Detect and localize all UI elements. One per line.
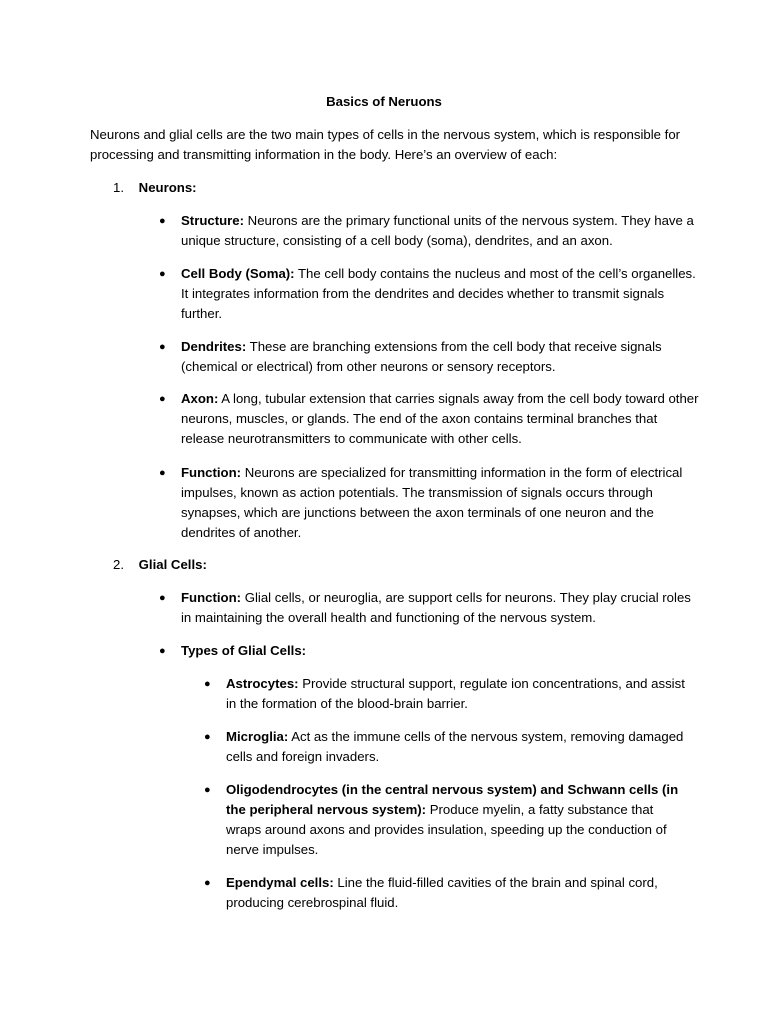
list-item (204, 674, 686, 714)
bullet-icon: ● (204, 678, 211, 690)
list-item-text: Line the fluid-filled cavities of the brain and spinal cord, producing cerebrospinal fluid. (226, 875, 658, 910)
list-item-text: The cell body contains the nucleus and most of the cell’s organelles. It integrates information from the dendrites and decides whether to transmit signals further. (181, 266, 696, 321)
list-item-term: Astrocytes: (226, 676, 299, 691)
list-item (204, 727, 686, 767)
intro-paragraph: Neurons and glial cells are the two main types of cells in the nervous system, which is responsible for processing and transmitting information in the body. Here’s an overview of each: (90, 127, 681, 162)
list-item-text: A long, tubular extension that carries signals away from the cell body toward other neurons, muscles, or glands. The end of the axon contains terminal branches that release neurotransmitters to communicate with other cells. (181, 391, 699, 446)
list-item-term: Oligodendrocytes (in the central nervous system) and Schwann cells (in the peripheral nervous system): (226, 782, 679, 817)
document-title: Basics of Neruons (326, 94, 442, 109)
list-item (204, 873, 686, 913)
list-item-term: Types of Glial Cells: (181, 643, 307, 658)
bullet-icon: ● (159, 268, 166, 280)
list-item (159, 211, 701, 251)
bullet-icon: ● (204, 784, 211, 796)
list-item (159, 641, 701, 661)
section-glial-heading (113, 555, 673, 575)
bullet-icon: ● (159, 341, 166, 353)
bullet-icon: ● (159, 467, 166, 479)
list-item-text: Glial cells, or neuroglia, are support cells for neurons. They play crucial roles in maintaining the overall health and functioning of the nervous system. (181, 590, 691, 625)
list-item-term: Microglia: (226, 729, 289, 744)
list-item (159, 264, 701, 324)
section-number: 2. (113, 557, 124, 572)
list-item-term: Axon: (181, 391, 219, 406)
section-neurons-heading (113, 178, 673, 198)
list-item (159, 389, 701, 449)
section-label: Neurons: (138, 180, 197, 195)
list-item-term: Ependymal cells: (226, 875, 334, 890)
list-item (159, 463, 701, 543)
list-item (159, 588, 701, 628)
list-item-term: Function: (181, 465, 242, 480)
bullet-icon: ● (159, 645, 166, 657)
list-item-text: These are branching extensions from the cell body that receive signals (chemical or electrical) from other neurons or sensory receptors. (181, 339, 662, 374)
list-item-text: Produce myelin, a fatty substance that wraps around axons and provides insulation, speeding up the conduction of nerve impulses. (226, 802, 667, 857)
list-item-term: Cell Body (Soma): (181, 266, 295, 281)
bullet-icon: ● (159, 215, 166, 227)
list-item-term: Dendrites: (181, 339, 247, 354)
list-item-text: Act as the immune cells of the nervous system, removing damaged cells and foreign invaders. (226, 729, 684, 764)
list-item-text: Neurons are specialized for transmitting information in the form of electrical impulses, known as action potentials. The transmission of signals occurs through synapses, which are junctions between the axon terminals of one neuron and the dendrites of another. (181, 465, 683, 540)
list-item-term: Function: (181, 590, 242, 605)
list-item (204, 780, 686, 860)
section-number: 1. (113, 180, 124, 195)
list-item-term: Structure: (181, 213, 245, 228)
bullet-icon: ● (159, 393, 166, 405)
list-item (159, 337, 701, 377)
list-item-text: Provide structural support, regulate ion concentrations, and assist in the formation of the blood-brain barrier. (226, 676, 685, 711)
section-label: Glial Cells: (138, 557, 207, 572)
bullet-icon: ● (204, 877, 211, 889)
list-item-text: Neurons are the primary functional units of the nervous system. They have a unique structure, consisting of a cell body (soma), dendrites, and an axon. (181, 213, 694, 248)
bullet-icon: ● (204, 731, 211, 743)
bullet-icon: ● (159, 592, 166, 604)
